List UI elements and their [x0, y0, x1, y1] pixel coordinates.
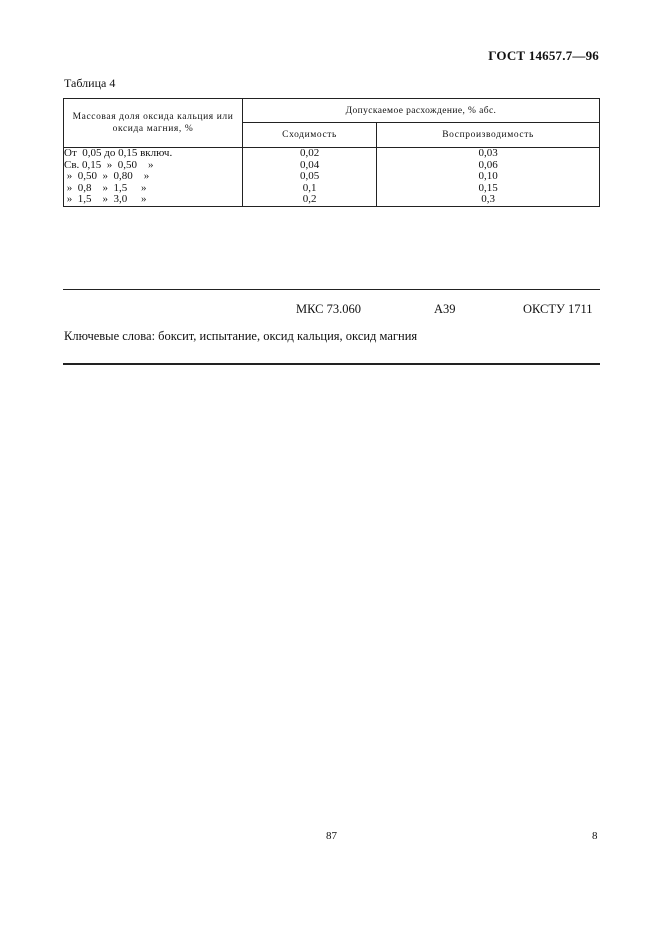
convergence-value: 0,04 — [299, 158, 320, 171]
range-value: От 0,05 до 0,15 включ. — [64, 147, 173, 159]
reproducibility-value: 0,10 — [478, 170, 498, 182]
divider-top — [63, 289, 600, 290]
reproducibility-value: 0,15 — [478, 181, 498, 194]
sheet-number: 8 — [592, 830, 598, 842]
column-header-mass-fraction: Массовая доля оксида кальция или оксида магния, % — [64, 99, 243, 148]
page-number: 87 — [326, 830, 337, 842]
column-header-reproducibility: Воспроизводимость — [377, 123, 600, 148]
convergence-value: 0,1 — [302, 181, 317, 194]
range-value: » 0,50 » 0,80 » — [64, 170, 150, 182]
reproducibility-value: 0,03 — [478, 147, 498, 159]
convergence-cell — [243, 148, 377, 207]
divider-bottom — [63, 363, 600, 365]
table-header-row — [64, 99, 600, 123]
tolerance-table — [63, 98, 600, 207]
table-body-row — [64, 148, 600, 207]
range-value: » 0,8 » 1,5 » — [64, 181, 147, 194]
convergence-value: 0,02 — [299, 147, 320, 159]
reproducibility-cell — [377, 148, 600, 207]
standard-code: ГОСТ 14657.7—96 — [488, 48, 599, 63]
range-value: » 1,5 » 3,0 » — [64, 193, 147, 205]
okstu-code: ОКСТУ 1711 — [523, 302, 593, 316]
column-header-allowed-deviation: Допускаемое расхождение, % абс. — [243, 99, 600, 123]
group-code: А39 — [434, 302, 456, 316]
convergence-value: 0,05 — [299, 170, 320, 182]
range-value: Св. 0,15 » 0,50 » — [64, 158, 154, 171]
table-caption: Таблица 4 — [64, 76, 116, 90]
column-header-convergence: Сходимость — [243, 123, 377, 148]
keywords-line: Ключевые слова: боксит, испытание, оксид кальция, оксид магния — [64, 329, 418, 343]
reproducibility-value: 0,3 — [481, 193, 495, 205]
reproducibility-value: 0,06 — [478, 158, 498, 171]
convergence-value: 0,2 — [302, 193, 317, 205]
mks-code: МКС 73.060 — [296, 302, 361, 316]
range-cell — [64, 148, 243, 207]
